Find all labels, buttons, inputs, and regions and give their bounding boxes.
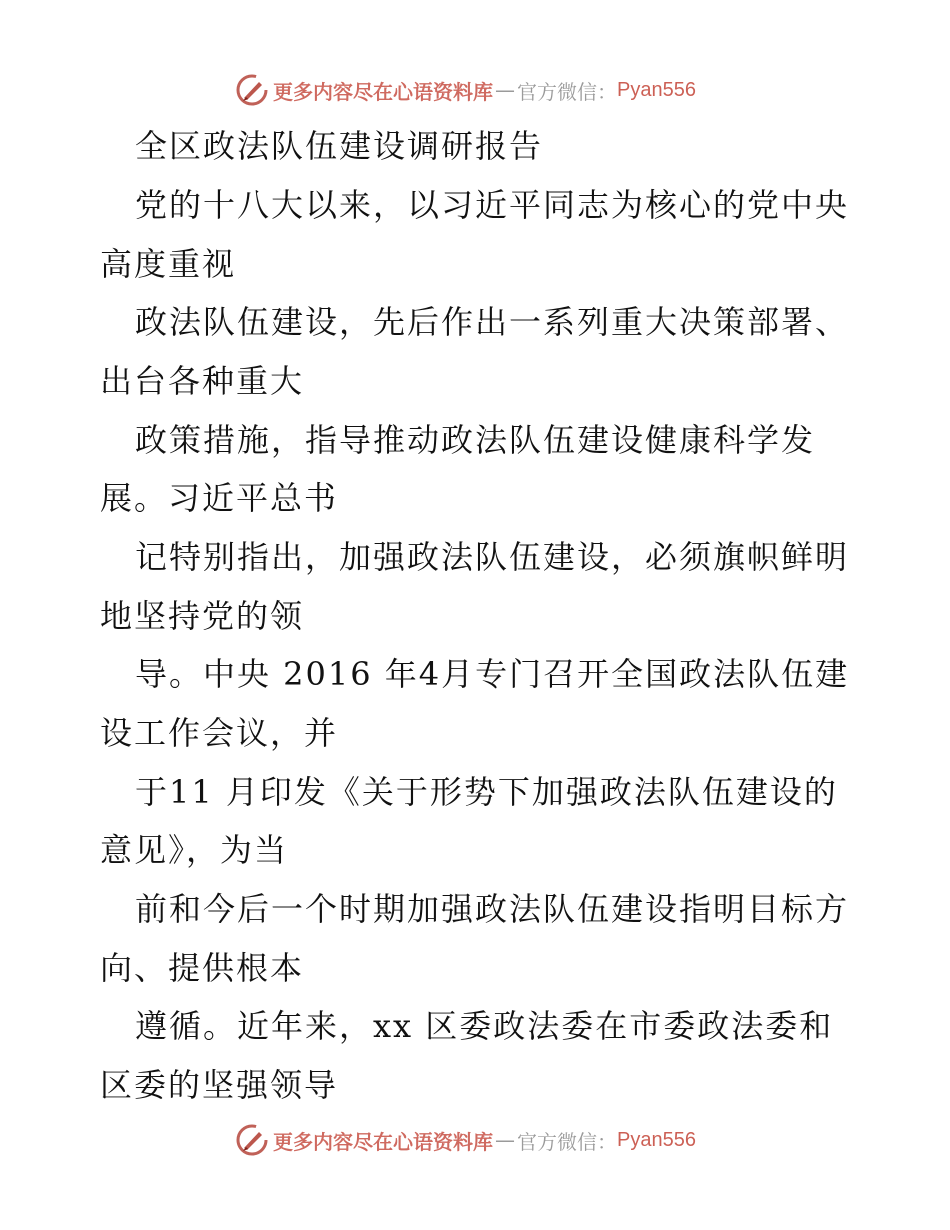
quill-seal-icon xyxy=(235,73,269,107)
body-line: 于11 月印发《关于形势下加强政法队伍建设的 xyxy=(135,773,838,811)
body-line: 设工作会议，并 xyxy=(100,714,339,752)
body-line: 向、提供根本 xyxy=(100,949,305,987)
body-line: 出台各种重大 xyxy=(100,362,305,400)
watermark-separator: — xyxy=(495,78,515,102)
watermark-wechat-id: Pyan556 xyxy=(617,1128,696,1151)
body-line: 意见》，为当 xyxy=(100,831,289,869)
watermark-brand-text: 更多内容尽在心语资料库 xyxy=(273,79,493,104)
body-line: 前和今后一个时期加强政法队伍建设指明目标方 xyxy=(135,890,850,928)
body-line: 党的十八大以来，以习近平同志为核心的党中央 xyxy=(135,186,850,224)
watermark-banner-top xyxy=(235,72,696,108)
body-line: 记特别指出，加强政法队伍建设，必须旗帜鲜明 xyxy=(135,538,850,576)
body-line: 导。中央 2016 年4月专门召开全国政法队伍建 xyxy=(135,655,850,693)
body-line: 展。习近平总书 xyxy=(100,479,339,517)
watermark-banner-bottom xyxy=(235,1122,696,1158)
watermark-separator: — xyxy=(495,1128,515,1152)
body-line: 高度重视 xyxy=(100,245,237,283)
body-line: 遵循。近年来，xx 区委政法委在市委政法委和 xyxy=(135,1007,834,1045)
body-line: 政法队伍建设，先后作出一系列重大决策部署、 xyxy=(135,303,850,341)
watermark-brand-text: 更多内容尽在心语资料库 xyxy=(273,1129,493,1154)
body-line: 地坚持党的领 xyxy=(100,597,305,635)
watermark-wechat-label: 官方微信： xyxy=(517,1129,617,1154)
document-title: 全区政法队伍建设调研报告 xyxy=(135,127,544,165)
watermark-wechat-label: 官方微信： xyxy=(517,79,617,104)
watermark-wechat-id: Pyan556 xyxy=(617,78,696,101)
quill-seal-icon xyxy=(235,1123,269,1157)
body-line: 政策措施，指导推动政法队伍建设健康科学发 xyxy=(135,421,816,459)
body-line: 区委的坚强领导 xyxy=(100,1066,339,1104)
